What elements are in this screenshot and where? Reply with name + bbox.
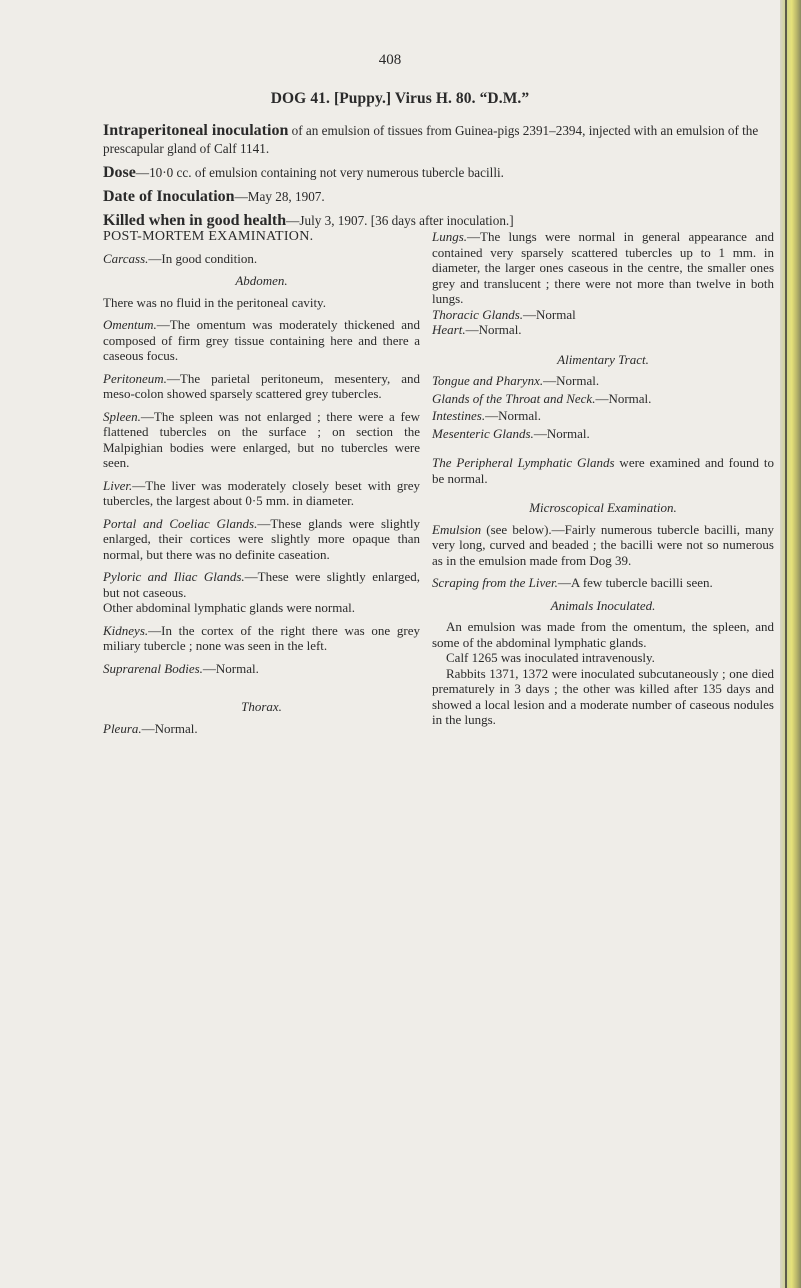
omentum-entry: [103, 317, 420, 364]
peritoneal-entry: There was no fluid in the peritoneal cavity.: [103, 294, 326, 310]
killed-line: [103, 212, 783, 230]
carcass-entry: [103, 251, 420, 267]
heart-entry: [432, 322, 774, 338]
microscopical-subheading: Microscopical Examination.: [529, 500, 677, 515]
mesenteric-label: Mesenteric Glands.: [432, 425, 534, 441]
spacer: [103, 683, 420, 693]
other-abdominal-entry: Other abdominal lymphatic glands were normal.: [103, 600, 355, 615]
dose-lead: Dose: [103, 164, 136, 181]
omentum-label: Omentum.: [103, 317, 157, 332]
date-lead: Date of Inoculation: [103, 188, 235, 205]
emulsion-text: (see below).—Fairly numerous tubercle bacilli, many very long, curved and beaded ; the bacilli were not so numerous as in the emulsion made from Dog 39.: [432, 521, 774, 568]
lungs-label: Lungs.: [432, 229, 468, 244]
tongue-entry: [432, 373, 774, 389]
carcass-text: —In good condition.: [148, 250, 258, 266]
peripheral-text: were examined and found to be normal.: [432, 455, 774, 486]
thorax-subheading: Thorax.: [241, 699, 282, 714]
killed-lead: Killed when in good health: [103, 212, 287, 229]
portal-entry: [103, 516, 420, 563]
heart-label: Heart.: [432, 322, 466, 337]
pleura-text: —Normal.: [141, 720, 198, 736]
peritoneum-label: Peritoneum.: [103, 370, 167, 386]
animals-paragraph-2: Calf 1265 was inoculated intravenously.: [446, 650, 655, 665]
pleura-label: Pleura.: [103, 720, 142, 736]
spleen-label: Spleen.: [103, 408, 141, 424]
date-rest: —May 28, 1907.: [234, 189, 325, 204]
peripheral-label: The Peripheral Lymphatic Glands: [432, 455, 615, 470]
intestines-label: Intestines.: [432, 408, 486, 423]
omentum-text: —The omentum was moderately thickened and composed of firm grey tissue containing here and there a caseous focus.: [103, 317, 420, 363]
kidneys-label: Kidneys.: [103, 622, 149, 638]
liver-label: Liver.: [103, 477, 133, 493]
thoracic-entry: [432, 307, 774, 323]
liver-entry: [103, 478, 420, 509]
liver-text: —The liver was moderately closely beset with grey tubercles, the largest about 0·5 mm. in diameter.: [103, 477, 420, 508]
page-title: DOG 41. [Puppy.] Virus H. 80. “D.M.”: [270, 90, 530, 107]
left-column: [103, 229, 420, 743]
throat-entry: [432, 391, 774, 407]
heart-text: —Normal.: [465, 322, 522, 337]
date-line: [103, 188, 783, 206]
portal-label: Portal and Coeliac Glands.: [103, 515, 258, 531]
alimentary-subheading: Alimentary Tract.: [557, 351, 649, 367]
emulsion-label: Emulsion: [432, 521, 482, 537]
book-spine-edge: [780, 0, 801, 1288]
animals-paragraph-3: Rabbits 1371, 1372 were inoculated subcutaneously ; one died prematurely in 3 days ; the other was killed after 135 days and showed a local lesion and a moderate number of caseous nodules in the lungs.: [432, 665, 774, 727]
intestines-entry: [432, 408, 774, 424]
post-mortem-heading: POST-MORTEM EXAMINATION.: [103, 229, 314, 244]
scraping-entry: [432, 575, 774, 591]
scraping-text: —A few tubercle bacilli seen.: [557, 575, 713, 590]
scraping-label: Scraping from the Liver.: [432, 575, 558, 590]
peripheral-entry: [432, 455, 774, 486]
portal-text: —These glands were slightly enlarged, their cortices were slightly more opaque than normal, but there was no definite caseation.: [103, 515, 420, 562]
thoracic-text: —Normal: [523, 306, 576, 322]
peritoneum-entry: [103, 371, 420, 402]
inoculation-line: [103, 122, 783, 158]
inoculation-rest: of an emulsion of tissues from Guinea-pigs 2391–2394, injected with an emulsion of the prescapular gland of Calf 1141.: [103, 123, 759, 156]
pyloric-text: —These were slightly enlarged, but not caseous.: [103, 569, 420, 600]
tongue-text: —Normal.: [543, 373, 600, 388]
kidneys-entry: [103, 623, 420, 654]
lungs-text: —The lungs were normal in general appearance and contained very sparsely scattered tubercles up to 1 mm. in diameter, the larger ones caseous in the centre, the smaller ones grey and translucent ; there were not more than twelve in both lungs.: [432, 229, 774, 306]
intestines-text: —Normal.: [485, 408, 542, 423]
page-number: 408: [378, 52, 402, 68]
suprarenal-label: Suprarenal Bodies.: [103, 660, 203, 676]
spleen-entry: [103, 409, 420, 471]
thoracic-label: Thoracic Glands.: [432, 306, 523, 322]
throat-label: Glands of the Throat and Neck.: [432, 390, 596, 406]
peritoneum-text: —The parietal peritoneum, mesentery, and meso-colon showed sparsely scattered grey tubercles.: [103, 370, 420, 401]
page-gutter-line: [785, 0, 787, 1288]
mesenteric-text: —Normal.: [533, 425, 590, 441]
emulsion-entry: [432, 522, 774, 569]
inoculation-summary: [103, 122, 783, 236]
pleura-entry: [103, 721, 420, 737]
pyloric-label: Pyloric and Iliac Glands.: [103, 569, 245, 584]
spleen-text: —The spleen was not enlarged ; there were a few flattened tubercles on the surface ; on section the Malpighian bodies were enlarged, but no tubercles were seen.: [103, 408, 420, 470]
kidneys-text: —In the cortex of the right there was one grey miliary tubercle ; none was seen in the left.: [103, 622, 420, 653]
pyloric-entry: [103, 569, 420, 600]
suprarenal-entry: [103, 661, 420, 677]
inoculation-lead: Intraperitoneal inoculation: [103, 122, 289, 139]
mesenteric-entry: [432, 426, 774, 442]
throat-text: —Normal.: [595, 390, 652, 406]
lungs-entry: [432, 229, 774, 307]
tongue-label: Tongue and Pharynx.: [432, 373, 544, 388]
suprarenal-text: —Normal.: [202, 660, 259, 676]
abdomen-subheading: Abdomen.: [235, 273, 288, 288]
carcass-label: Carcass.: [103, 250, 149, 266]
killed-rest: —July 3, 1907. [36 days after inoculation.]: [286, 213, 514, 228]
animals-paragraph-1: An emulsion was made from the omentum, the spleen, and some of the abdominal lymphatic glands.: [432, 619, 774, 650]
dose-line: [103, 164, 783, 182]
right-column: [432, 229, 774, 735]
animals-subheading: Animals Inoculated.: [550, 597, 656, 613]
dose-rest: —10·0 cc. of emulsion containing not very numerous tubercle bacilli.: [135, 165, 504, 180]
